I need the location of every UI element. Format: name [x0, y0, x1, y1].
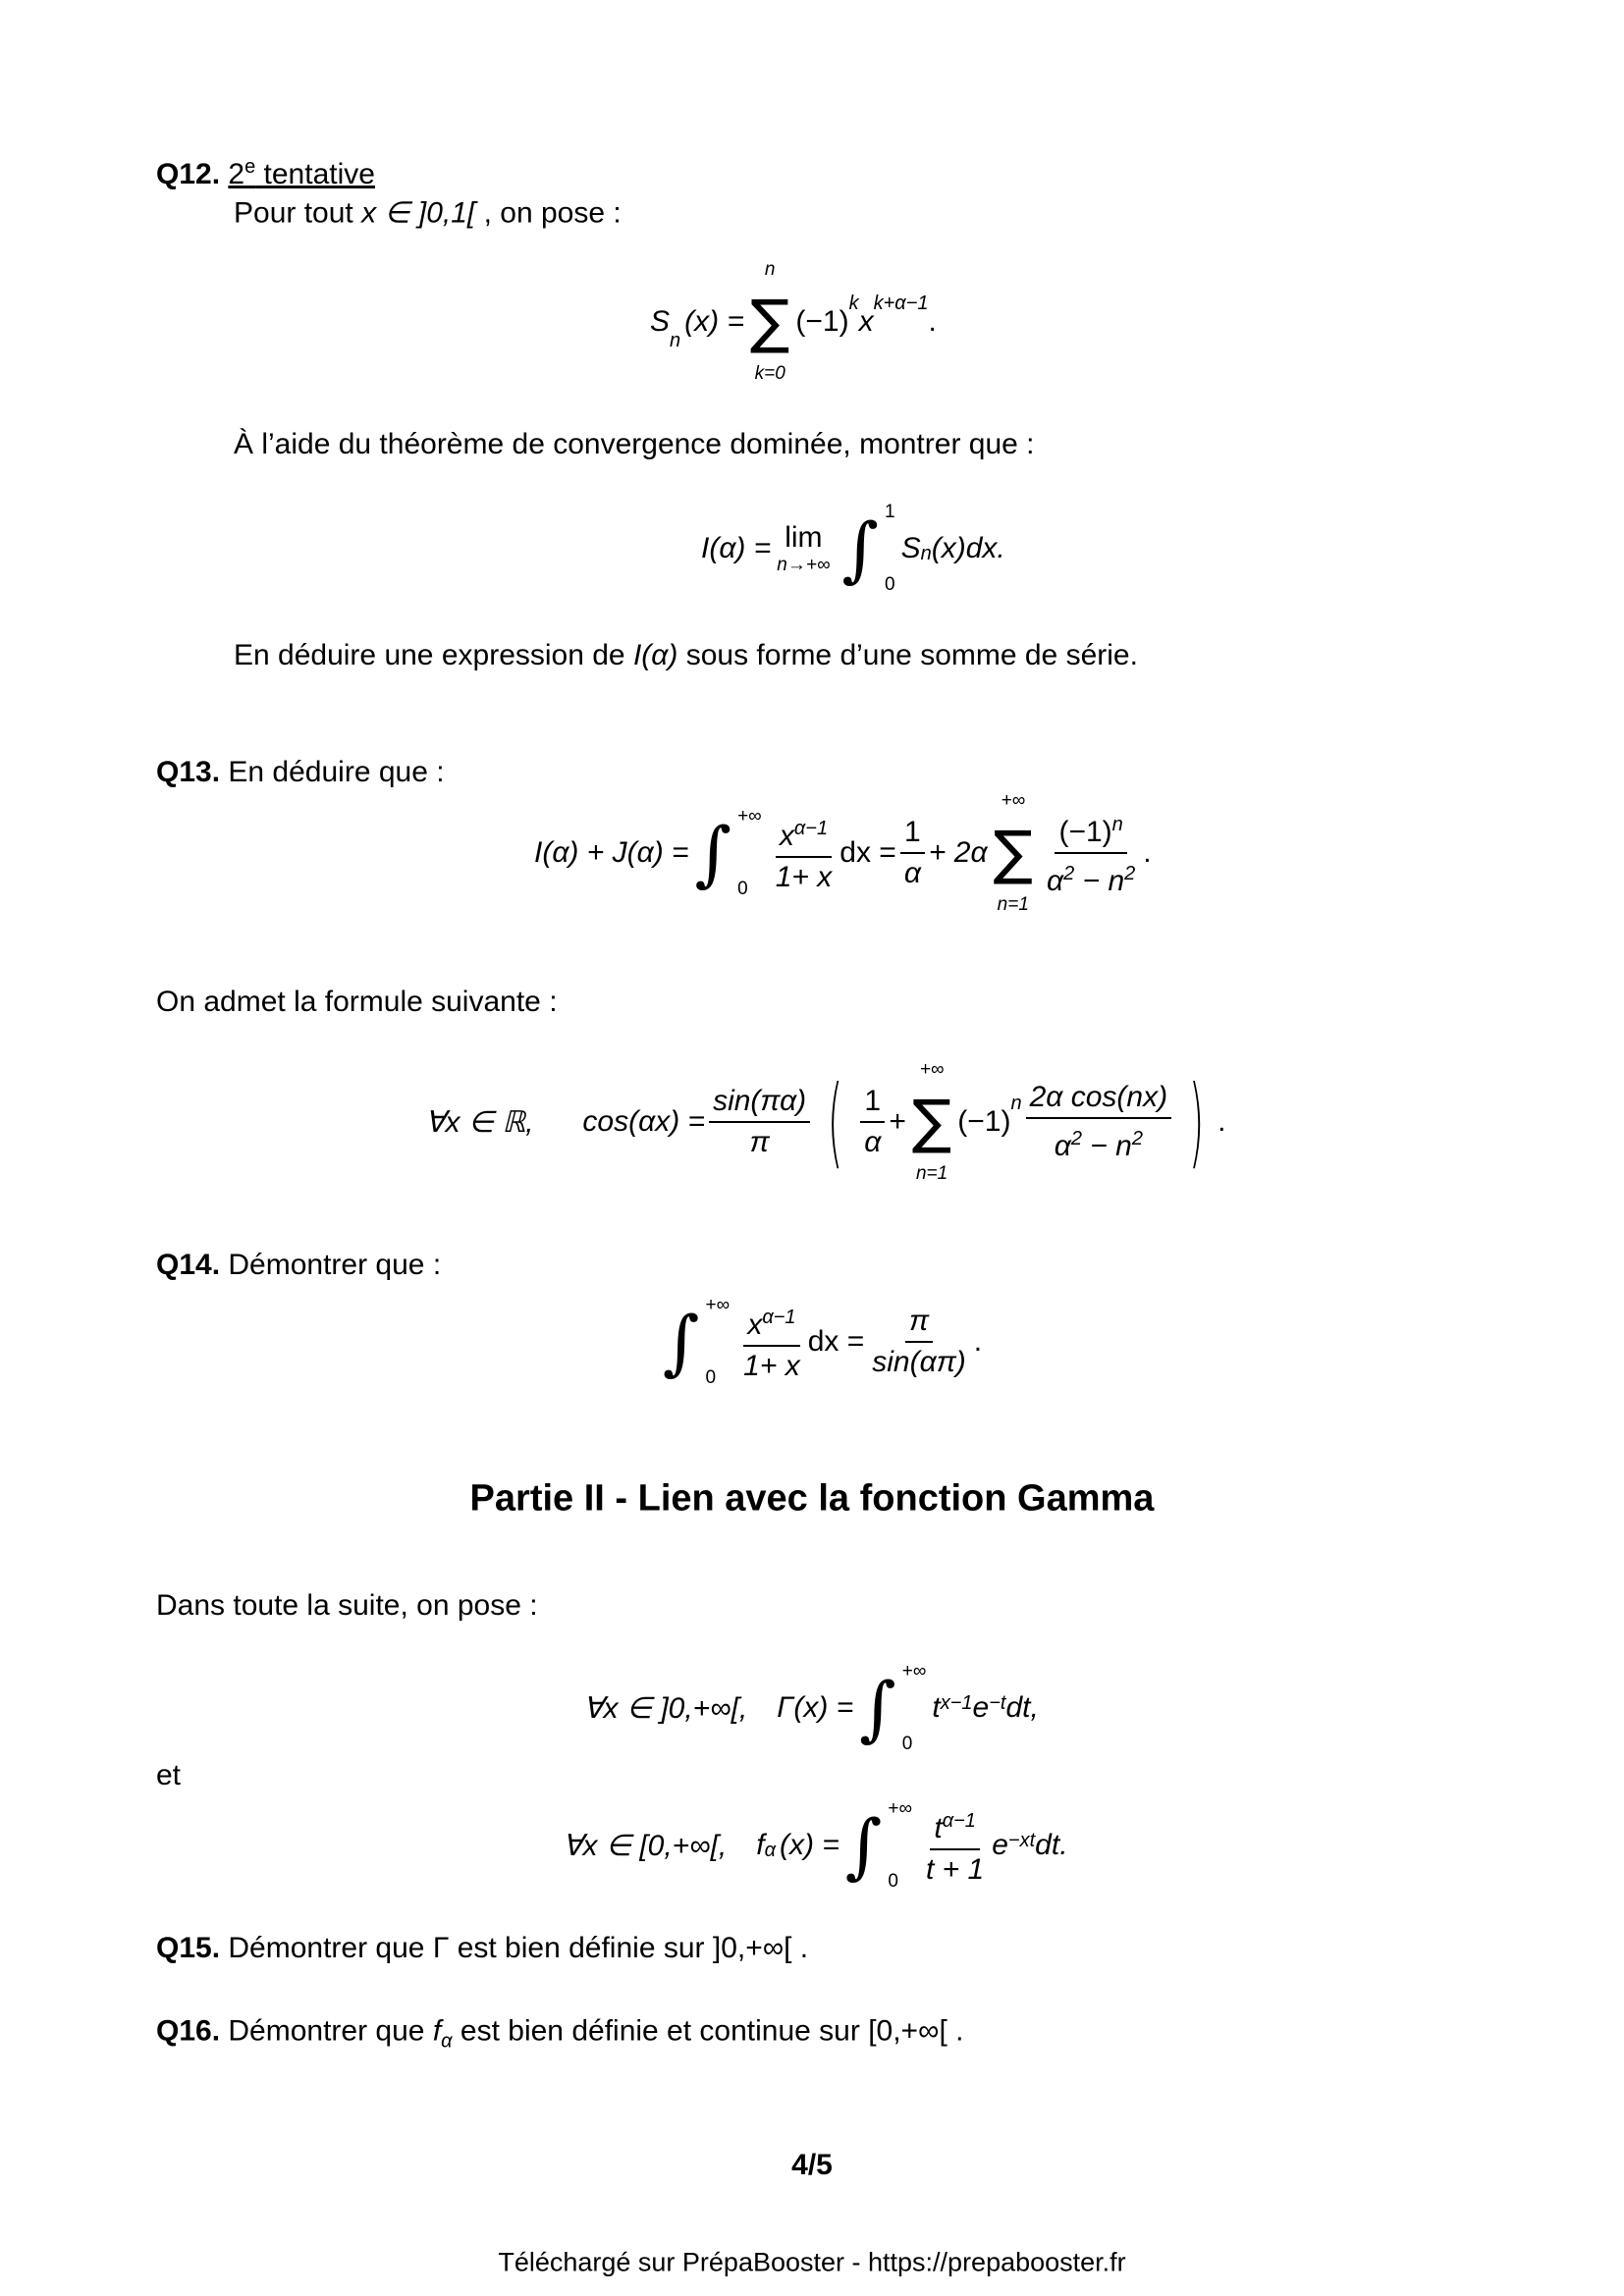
sum-symbol: n ∑ k=0 — [749, 259, 790, 384]
math: (−1) — [795, 305, 849, 338]
math: ∀x ∈ ]0,+∞[, — [583, 1691, 748, 1725]
math: e — [992, 1829, 1008, 1861]
math: dx = — [807, 1325, 865, 1358]
text: est bien définie et continue sur — [452, 2014, 869, 2048]
math-inline: ]0,+∞[ — [712, 1932, 792, 1964]
int-lower: 0 — [901, 1734, 913, 1754]
math: α — [864, 1126, 882, 1158]
title-sup: e — [244, 156, 256, 178]
math: n — [920, 543, 932, 564]
math: (−1) — [1058, 816, 1112, 848]
page-number: 4/5 — [791, 2149, 833, 2181]
math: dx = — [839, 836, 896, 869]
int-upper: +∞ — [888, 1798, 913, 1819]
fraction — [900, 815, 925, 891]
math: S — [650, 305, 671, 338]
question-label: Q15. — [156, 1932, 221, 1964]
math: k — [848, 293, 859, 314]
fraction — [709, 1084, 810, 1160]
int-upper: +∞ — [901, 1661, 927, 1682]
math: π — [905, 1304, 933, 1343]
math: 1 — [860, 1084, 885, 1123]
math: f — [756, 1829, 765, 1861]
math: . — [973, 1325, 983, 1358]
sum-upper: +∞ — [919, 1059, 945, 1080]
math: (x)dx. — [931, 532, 1005, 564]
int-upper: +∞ — [737, 806, 762, 827]
math: 2α cos(nx) — [1026, 1080, 1171, 1119]
math: t + 1 — [926, 1853, 985, 1886]
sum-upper: +∞ — [1001, 790, 1026, 811]
int-lower: 0 — [885, 574, 895, 595]
formula-cos — [425, 1059, 1225, 1185]
math-inline: x ∈ ]0,1[ — [361, 196, 476, 230]
lim-sub: n→+∞ — [777, 555, 831, 575]
math: 2 — [1124, 863, 1136, 884]
integral-symbol: ∫ +∞ 0 — [663, 1295, 731, 1388]
math: dt. — [1035, 1829, 1068, 1861]
int-upper: +∞ — [705, 1295, 731, 1315]
text: Pour tout — [234, 196, 362, 230]
math: n — [1111, 814, 1123, 835]
text: est bien définie sur — [449, 1932, 713, 1964]
q12-title — [228, 158, 375, 190]
q14-heading — [156, 1249, 441, 1282]
q12-text2: À l’aide du théorème de convergence dominée, montrer que : — [234, 428, 1035, 460]
math: α — [903, 857, 921, 889]
math: ∀x ∈ [0,+∞[, — [563, 1829, 728, 1862]
text: . — [791, 1932, 809, 1964]
fraction — [1043, 807, 1139, 899]
question-label: Q12. — [156, 158, 221, 190]
formula-sn — [650, 259, 937, 385]
question-label: Q16. — [156, 2014, 221, 2048]
math: x — [747, 1308, 763, 1341]
fraction — [739, 1300, 804, 1384]
math: − n — [1081, 1130, 1132, 1162]
math: I(α) + J(α) = — [534, 836, 689, 869]
admit-text: On admet la formule suivante : — [156, 986, 558, 1018]
fraction — [860, 1084, 885, 1160]
math-inline: [0,+∞[ — [868, 2014, 947, 2048]
math: e — [972, 1691, 990, 1724]
math: . — [1218, 1105, 1226, 1138]
formula-falpha — [563, 1796, 1068, 1895]
math: sin(πα) — [709, 1084, 810, 1123]
q12-intro — [234, 196, 622, 231]
question-label: Q14. — [156, 1249, 221, 1281]
math: S — [900, 532, 921, 564]
math: α−1 — [793, 818, 829, 839]
math: 2 — [1063, 863, 1075, 884]
math: − n — [1074, 865, 1125, 897]
q12-heading — [156, 156, 375, 191]
math: −t — [989, 1692, 1006, 1714]
et-text: et — [156, 1759, 182, 1791]
q13-heading — [156, 756, 445, 789]
question-label: Q13. — [156, 756, 221, 788]
text: . — [947, 2014, 964, 2048]
math-inline: f — [432, 2014, 442, 2048]
math: 1+ x — [743, 1350, 800, 1382]
q15 — [156, 1932, 808, 1965]
math: α−1 — [942, 1810, 976, 1832]
math: k+α−1 — [873, 293, 929, 314]
integral-symbol: ∫ +∞ 0 — [859, 1661, 927, 1754]
text: En déduire que : — [228, 756, 445, 788]
formula-limit — [701, 500, 1005, 598]
sum-lower: n=1 — [997, 894, 1029, 915]
math: x−1 — [940, 1692, 973, 1714]
q12-text3 — [234, 639, 1138, 672]
int-lower: 0 — [737, 879, 748, 899]
sum-lower: k=0 — [754, 363, 785, 384]
text: Démontrer que — [228, 2014, 433, 2048]
text: sous forme d’une somme de série. — [677, 639, 1138, 671]
math: 2 — [1131, 1128, 1143, 1149]
math-inline: I(α) — [632, 639, 678, 671]
math: (x) = — [684, 305, 744, 338]
text: En déduire une expression de — [234, 639, 633, 671]
lim: lim — [785, 521, 823, 554]
limit-operator — [777, 521, 830, 576]
footer-source: Téléchargé sur PrépaBooster - https://prepabooster.fr — [498, 2247, 1126, 2277]
math: cos(αx) = — [582, 1105, 706, 1138]
math: n — [1010, 1093, 1022, 1114]
fraction — [868, 1304, 970, 1380]
title-rest: tentative — [255, 158, 375, 190]
math-inline: α — [441, 2030, 453, 2053]
math: dt, — [1005, 1691, 1039, 1724]
math: n — [670, 330, 681, 351]
math: α — [1054, 1130, 1071, 1162]
fraction — [1026, 1080, 1171, 1164]
formula-q13 — [534, 790, 1152, 916]
math: (−1) — [957, 1105, 1011, 1138]
math: . — [1143, 836, 1152, 869]
sum-lower: n=1 — [915, 1163, 948, 1184]
math: Γ(x) = — [777, 1691, 854, 1724]
math: α−1 — [762, 1307, 796, 1328]
q16 — [156, 2015, 963, 2054]
math: α — [1047, 865, 1064, 897]
math: α — [764, 1840, 777, 1861]
title-number: 2 — [228, 158, 245, 190]
integral-symbol: ∫ 1 0 — [841, 502, 895, 595]
integral-symbol: ∫ +∞ 0 — [694, 806, 762, 899]
math: t — [932, 1691, 941, 1724]
math: I(α) = — [701, 532, 772, 564]
fraction — [772, 811, 837, 895]
left-paren: ( — [827, 1064, 843, 1179]
formula-q14 — [657, 1293, 982, 1391]
sum-symbol: +∞ ∑ n=1 — [993, 790, 1034, 915]
int-upper: 1 — [885, 502, 895, 522]
math: + 2α — [928, 836, 988, 869]
int-lower: 0 — [888, 1871, 898, 1892]
text: Démontrer que — [228, 1932, 433, 1964]
section-title: Partie II - Lien avec la fonction Gamma — [469, 1477, 1155, 1520]
math: −xt — [1007, 1830, 1036, 1851]
math: x — [858, 305, 874, 338]
math: 1 — [900, 815, 925, 854]
integral-symbol: ∫ +∞ 0 — [844, 1798, 913, 1892]
math-inline: Γ — [432, 1932, 450, 1964]
math: 1+ x — [775, 861, 833, 893]
math: . — [928, 305, 937, 338]
math: π — [749, 1126, 770, 1158]
math: t — [934, 1812, 943, 1844]
text: , on pose : — [475, 196, 622, 230]
right-paren: ) — [1188, 1064, 1205, 1179]
math: 2 — [1070, 1128, 1082, 1149]
math: (x) = — [780, 1829, 839, 1861]
math: + — [889, 1105, 906, 1138]
sum-upper: n — [764, 259, 776, 280]
part2-intro: Dans toute la suite, on pose : — [156, 1589, 538, 1622]
math: x — [779, 820, 794, 852]
math: ∀x ∈ ℝ, — [425, 1105, 534, 1139]
formula-gamma — [583, 1659, 1039, 1757]
fraction — [922, 1803, 988, 1888]
math: sin(απ) — [872, 1346, 966, 1378]
int-lower: 0 — [705, 1367, 717, 1388]
sum-symbol: +∞ ∑ n=1 — [911, 1059, 952, 1184]
text: Démontrer que : — [228, 1249, 442, 1281]
